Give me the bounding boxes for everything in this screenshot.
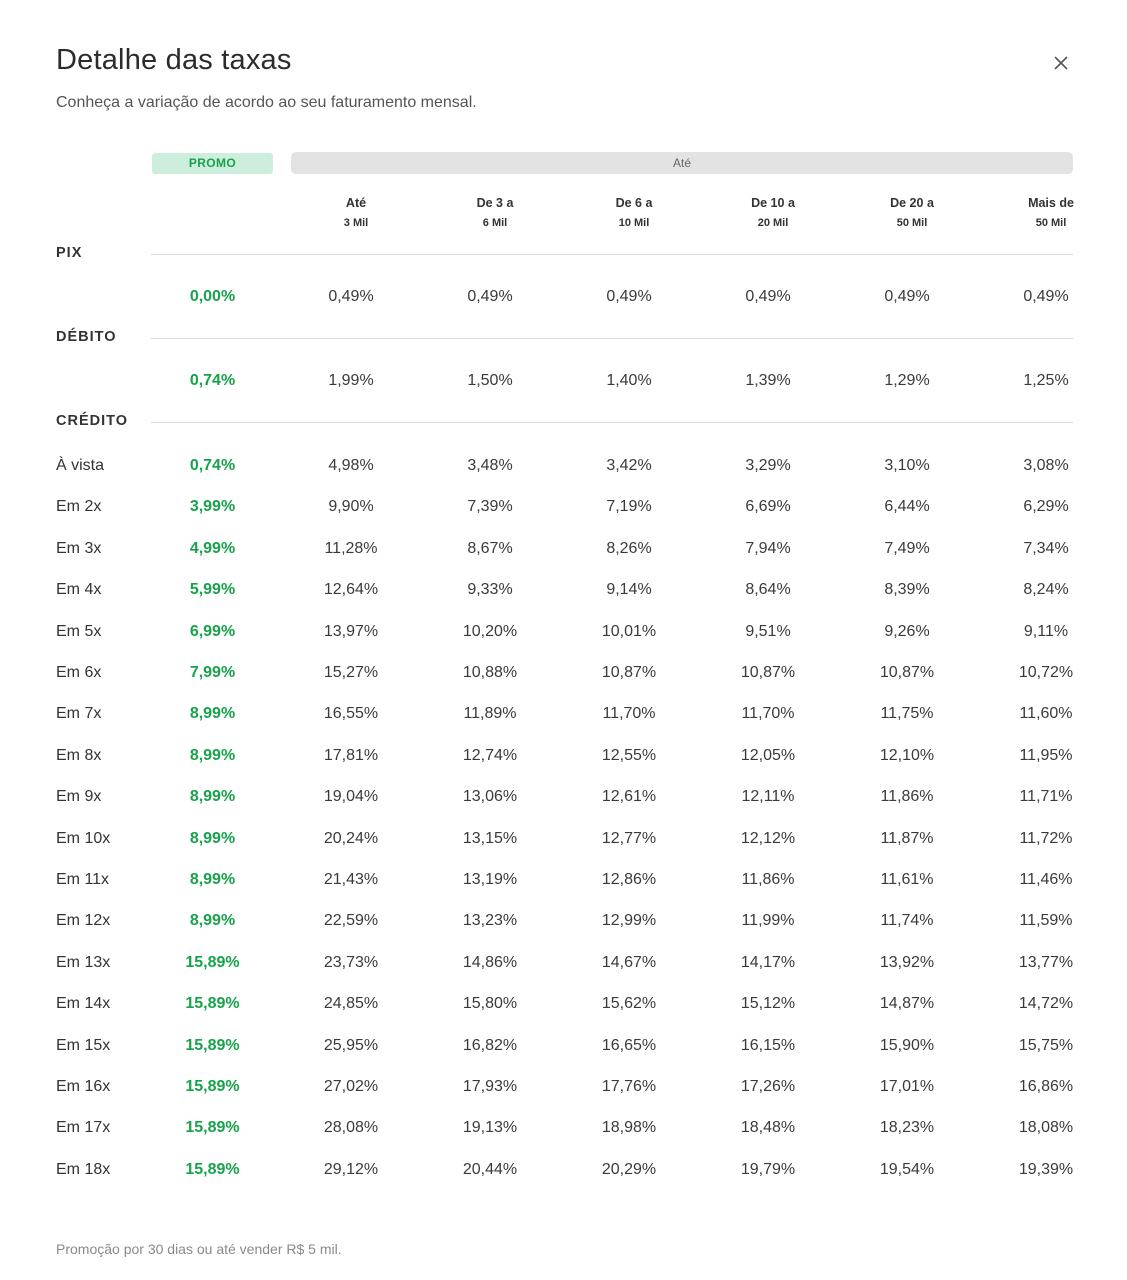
rate-cell: 21,43% <box>323 871 379 888</box>
table-row <box>0 449 1127 483</box>
range-header-bar: Até <box>291 152 1073 174</box>
rate-cell: 14,86% <box>462 953 518 971</box>
promo-column-badge: PROMO <box>152 153 273 174</box>
rate-cell: 17,81% <box>323 746 379 764</box>
row-label: Em 4x <box>56 581 102 599</box>
rate-cell: 27,02% <box>323 1078 379 1095</box>
rate-cell: 11,60% <box>1019 705 1073 723</box>
rate-cell: 11,28% <box>324 539 378 557</box>
column-header-line1: De 6 a <box>615 196 653 210</box>
column-header-line2: 50 Mil <box>1035 217 1067 229</box>
promo-rate: 15,89% <box>185 1036 240 1054</box>
table-row <box>0 615 1127 649</box>
rate-cell: 20,24% <box>323 829 379 847</box>
rate-cell: 15,90% <box>879 1036 935 1054</box>
column-header-0 <box>291 193 421 233</box>
rate-cell: 17,26% <box>740 1078 796 1095</box>
rate-cell: 12,99% <box>601 912 657 930</box>
divider <box>151 338 1073 339</box>
rate-cell: 12,64% <box>323 581 379 599</box>
rate-cell: 1,39% <box>745 372 791 389</box>
rate-cell: 0,49% <box>1023 288 1069 305</box>
section-title-pix: PIX <box>56 245 83 261</box>
promo-rate: 15,89% <box>185 1160 240 1178</box>
promo-rate: 8,99% <box>189 912 236 930</box>
row-label: Em 7x <box>56 705 102 723</box>
rate-cell: 1,29% <box>884 372 930 389</box>
column-header-line1: De 10 a <box>751 196 795 210</box>
rate-cell: 7,39% <box>467 498 513 516</box>
rate-cell: 14,17% <box>740 953 796 971</box>
rate-cell: 3,29% <box>745 457 791 474</box>
promo-rate: 0,00% <box>189 288 236 305</box>
column-header-4 <box>847 193 977 233</box>
table-row <box>0 739 1127 773</box>
rate-cell: 8,26% <box>606 539 652 557</box>
promo-rate: 8,99% <box>189 788 236 806</box>
rate-cell: 11,71% <box>1019 788 1073 806</box>
rate-cell: 11,61% <box>880 871 934 888</box>
rate-cell: 11,59% <box>1019 912 1073 930</box>
rate-cell: 9,11% <box>1023 622 1069 640</box>
table-row <box>0 532 1127 566</box>
rate-cell: 4,98% <box>328 457 374 474</box>
column-header-1 <box>430 193 560 233</box>
row-label: Em 6x <box>56 664 102 681</box>
rate-cell: 14,72% <box>1018 995 1074 1013</box>
promo-rate: 15,89% <box>185 953 240 971</box>
rate-cell: 15,12% <box>740 995 796 1013</box>
rate-cell: 16,55% <box>323 705 379 723</box>
table-row <box>0 490 1127 524</box>
rate-cell: 15,80% <box>462 995 518 1013</box>
close-icon <box>1046 48 1076 78</box>
rate-cell: 22,59% <box>323 912 379 930</box>
row-label: Em 3x <box>56 539 102 557</box>
table-row <box>0 697 1127 731</box>
rate-cell: 12,10% <box>879 746 935 764</box>
rate-cell: 18,98% <box>601 1119 657 1137</box>
modal-subtitle: Conheça a variação de acordo ao seu faturamento mensal. <box>56 94 477 111</box>
rate-cell: 19,79% <box>740 1160 796 1178</box>
rate-cell: 19,39% <box>1018 1160 1074 1178</box>
rate-cell: 10,01% <box>601 622 657 640</box>
rate-cell: 19,54% <box>879 1160 935 1178</box>
rate-cell: 6,29% <box>1023 498 1069 516</box>
rate-cell: 11,70% <box>602 705 656 723</box>
promo-rate: 5,99% <box>189 581 236 599</box>
promo-rate: 7,99% <box>189 664 236 681</box>
rate-cell: 10,20% <box>462 622 518 640</box>
row-label: Em 5x <box>56 622 102 640</box>
table-row <box>0 573 1127 607</box>
promo-rate: 0,74% <box>189 372 236 389</box>
rate-cell: 11,95% <box>1019 746 1073 764</box>
rate-cell: 16,65% <box>601 1036 657 1054</box>
rate-cell: 15,75% <box>1018 1036 1074 1054</box>
promo-rate: 15,89% <box>185 1119 240 1137</box>
rate-cell: 1,99% <box>328 372 374 389</box>
row-label: Em 16x <box>56 1078 111 1095</box>
column-header-line1: De 3 a <box>476 196 514 210</box>
rate-cell: 12,05% <box>740 746 796 764</box>
promo-rate: 8,99% <box>189 705 236 723</box>
rate-cell: 9,26% <box>884 622 930 640</box>
row-label: Em 17x <box>56 1119 111 1137</box>
rate-cell: 11,86% <box>741 871 795 888</box>
rate-cell: 28,08% <box>323 1119 379 1137</box>
rate-cell: 8,64% <box>745 581 791 599</box>
row-label: Em 2x <box>56 498 102 516</box>
rate-cell: 10,87% <box>601 664 657 681</box>
promo-rate: 8,99% <box>189 871 236 888</box>
rate-cell: 19,04% <box>323 788 379 806</box>
row-label: Em 12x <box>56 912 111 930</box>
column-header-line2: 3 Mil <box>343 217 369 229</box>
column-header-line1: Até <box>345 196 367 210</box>
rate-cell: 11,46% <box>1019 871 1073 888</box>
rate-cell: 11,86% <box>880 788 934 806</box>
rate-cell: 12,12% <box>740 829 796 847</box>
row-label: Em 8x <box>56 746 102 764</box>
rate-cell: 13,92% <box>879 953 935 971</box>
rate-cell: 3,42% <box>606 457 652 474</box>
rate-cell: 20,44% <box>462 1160 518 1178</box>
rate-cell: 16,82% <box>462 1036 518 1054</box>
rate-cell: 12,77% <box>601 829 657 847</box>
column-header-line2: 20 Mil <box>757 217 789 229</box>
rate-cell: 1,40% <box>606 372 652 389</box>
column-header-line2: 6 Mil <box>482 217 508 229</box>
rate-cell: 11,72% <box>1019 829 1073 847</box>
rate-cell: 16,86% <box>1018 1078 1074 1095</box>
rate-cell: 7,94% <box>745 539 791 557</box>
rate-cell: 7,49% <box>884 539 930 557</box>
rate-cell: 0,49% <box>884 288 930 305</box>
promo-rate: 8,99% <box>189 746 236 764</box>
rate-cell: 8,67% <box>467 539 513 557</box>
table-row <box>0 1111 1127 1145</box>
table-row <box>0 904 1127 938</box>
rate-cell: 25,95% <box>323 1036 379 1054</box>
promo-footnote: Promoção por 30 dias ou até vender R$ 5 mil. <box>56 1241 342 1257</box>
rate-cell: 11,74% <box>880 912 934 930</box>
rate-cell: 0,49% <box>328 288 374 305</box>
rate-cell: 13,15% <box>462 829 518 847</box>
rate-cell: 13,97% <box>323 622 379 640</box>
rate-cell: 12,61% <box>601 788 657 806</box>
rate-cell: 9,33% <box>467 581 513 599</box>
rate-cell: 14,87% <box>879 995 935 1013</box>
rate-cell: 7,34% <box>1023 539 1069 557</box>
table-row <box>0 656 1127 690</box>
rate-cell: 12,86% <box>601 871 657 888</box>
column-header-3 <box>708 193 838 233</box>
rate-cell: 17,01% <box>879 1078 935 1095</box>
rate-cell: 15,62% <box>601 995 657 1013</box>
section-title-debito: DÉBITO <box>56 329 117 345</box>
rate-cell: 13,23% <box>462 912 518 930</box>
row-label: Em 9x <box>56 788 102 806</box>
row-label: Em 18x <box>56 1160 111 1178</box>
rate-cell: 8,24% <box>1023 581 1069 599</box>
rate-cell: 18,23% <box>879 1119 935 1137</box>
table-row <box>0 863 1127 897</box>
rate-cell: 10,88% <box>462 664 518 681</box>
promo-rate: 15,89% <box>185 1078 240 1095</box>
rate-cell: 11,89% <box>463 705 517 723</box>
rate-cell: 13,77% <box>1018 953 1074 971</box>
rate-cell: 15,27% <box>323 664 379 681</box>
rate-cell: 17,76% <box>601 1078 657 1095</box>
rate-cell: 0,49% <box>745 288 791 305</box>
rate-cell: 11,99% <box>741 912 795 930</box>
rate-cell: 1,50% <box>467 372 513 389</box>
row-label: Em 10x <box>56 829 111 847</box>
rate-cell: 9,14% <box>606 581 652 599</box>
table-row <box>0 364 1127 398</box>
rate-cell: 3,08% <box>1023 457 1069 474</box>
section-title-credito: CRÉDITO <box>56 413 128 429</box>
promo-rate: 3,99% <box>189 498 236 516</box>
close-button[interactable] <box>1046 48 1076 78</box>
rate-cell: 6,44% <box>884 498 930 516</box>
table-row <box>0 822 1127 856</box>
rate-cell: 18,08% <box>1018 1119 1074 1137</box>
rate-cell: 0,49% <box>606 288 652 305</box>
rate-cell: 23,73% <box>323 953 379 971</box>
table-row <box>0 1153 1127 1187</box>
rate-cell: 8,39% <box>884 581 930 599</box>
rate-cell: 9,90% <box>328 498 374 516</box>
rate-cell: 13,06% <box>462 788 518 806</box>
table-row <box>0 780 1127 814</box>
rate-cell: 24,85% <box>323 995 379 1013</box>
table-row <box>0 946 1127 980</box>
promo-rate: 8,99% <box>189 829 236 847</box>
divider <box>151 422 1073 423</box>
column-header-2 <box>569 193 699 233</box>
rate-cell: 19,13% <box>462 1119 518 1137</box>
rate-cell: 11,87% <box>880 829 934 847</box>
rate-cell: 9,51% <box>745 622 791 640</box>
rate-cell: 11,70% <box>741 705 795 723</box>
table-row <box>0 1070 1127 1104</box>
promo-rate: 4,99% <box>189 539 236 557</box>
rate-cell: 3,10% <box>884 457 930 474</box>
rate-cell: 20,29% <box>601 1160 657 1178</box>
column-header-line2: 50 Mil <box>896 217 928 229</box>
row-label: Em 13x <box>56 953 111 971</box>
table-row <box>0 1029 1127 1063</box>
rate-cell: 14,67% <box>601 953 657 971</box>
column-header-5 <box>986 193 1116 233</box>
row-label: À vista <box>56 457 105 474</box>
rate-cell: 12,11% <box>741 788 795 806</box>
rate-cell: 29,12% <box>323 1160 379 1178</box>
rate-cell: 17,93% <box>462 1078 518 1095</box>
rate-cell: 1,25% <box>1023 372 1069 389</box>
rate-cell: 3,48% <box>467 457 513 474</box>
rate-cell: 10,87% <box>879 664 935 681</box>
row-label: Em 14x <box>56 995 111 1013</box>
rate-cell: 7,19% <box>606 498 652 516</box>
rate-cell: 18,48% <box>740 1119 796 1137</box>
rate-cell: 12,74% <box>462 746 518 764</box>
rate-cell: 10,72% <box>1018 664 1074 681</box>
rate-cell: 13,19% <box>462 871 518 888</box>
promo-rate: 6,99% <box>189 622 236 640</box>
modal-title: Detalhe das taxas <box>56 44 292 76</box>
rate-cell: 11,75% <box>880 705 934 723</box>
rate-cell: 10,87% <box>740 664 796 681</box>
promo-rate: 0,74% <box>189 457 236 474</box>
promo-rate: 15,89% <box>185 995 240 1013</box>
column-header-line1: De 20 a <box>890 196 934 210</box>
column-header-line2: 10 Mil <box>618 217 650 229</box>
table-row <box>0 280 1127 314</box>
row-label: Em 11x <box>56 871 110 888</box>
row-label: Em 15x <box>56 1036 111 1054</box>
rate-cell: 16,15% <box>740 1036 796 1054</box>
column-header-line1: Mais de <box>1028 196 1074 210</box>
rate-cell: 12,55% <box>601 746 657 764</box>
table-row <box>0 987 1127 1021</box>
rate-cell: 6,69% <box>745 498 791 516</box>
rate-cell: 0,49% <box>467 288 513 305</box>
divider <box>151 254 1073 255</box>
